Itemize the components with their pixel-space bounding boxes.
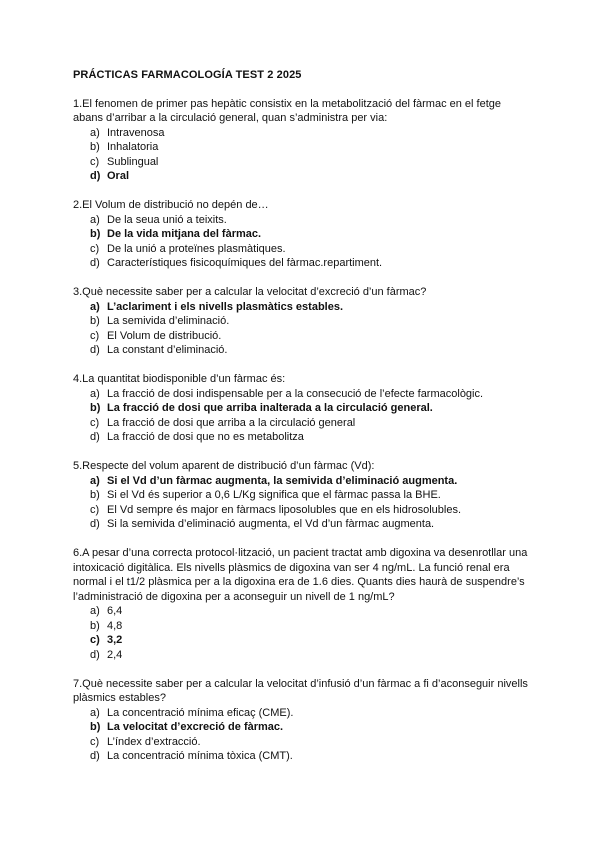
option-letter: d)	[90, 257, 100, 269]
option-text: El Volum de distribució.	[107, 329, 222, 342]
option-text: De la seua unió a teixits.	[107, 213, 227, 226]
option-letter: c)	[90, 416, 100, 429]
option-letter: d)	[90, 518, 100, 530]
option-letter: b)	[90, 489, 100, 501]
option-text: De la unió a proteïnes plasmàtiques.	[107, 242, 286, 255]
answer-option	[73, 619, 530, 634]
option-text: La fracció de dosi que no es metabolitza	[107, 431, 304, 443]
question-text: 1.El fenomen de primer pas hepàtic consistix en la metabolització del fàrmac en el fetge abans d’arribar a la circulació general, quan s’administra per via:	[73, 97, 502, 124]
answer-option	[73, 503, 530, 518]
option-letter: a)	[90, 213, 100, 226]
option-letter: c)	[90, 242, 100, 255]
option-text: Sublingual	[107, 155, 159, 168]
answer-option-correct	[73, 300, 530, 315]
option-text: La fracció de dosi que arriba a la circulació general	[107, 416, 356, 429]
answer-option	[73, 242, 530, 257]
question-text: 7.Què necessite saber per a calcular la velocitat d’infusió d’un fàrmac a fi d’aconseguir nivells plàsmics estables?	[73, 677, 528, 704]
option-text: Si la semivida d’eliminació augmenta, el Vd d’un fàrmac augmenta.	[107, 518, 435, 530]
question-list	[73, 97, 530, 764]
option-letter: b)	[90, 402, 101, 414]
option-letter: b)	[90, 141, 100, 153]
answer-option	[73, 735, 530, 750]
option-text: Si el Vd és superior a 0,6 L/Kg significa que el fàrmac passa la BHE.	[107, 489, 441, 501]
answer-option	[73, 343, 530, 358]
option-letter: a)	[90, 605, 100, 617]
answer-options	[73, 213, 530, 271]
answer-option	[73, 604, 530, 619]
answer-option	[73, 126, 530, 141]
option-letter: d)	[90, 344, 100, 356]
answer-options	[73, 387, 530, 445]
option-letter: c)	[90, 155, 100, 168]
option-text: De la vida mitjana del fàrmac.	[107, 228, 262, 240]
question-text: 3.Què necessite saber per a calcular la velocitat d’excreció d’un fàrmac?	[73, 286, 427, 298]
answer-options	[73, 474, 530, 532]
option-text: La semivida d’eliminació.	[107, 315, 230, 327]
answer-option-correct	[73, 227, 530, 242]
option-text: 4,8	[107, 619, 123, 632]
option-text: La concentració mínima tòxica (CMT).	[107, 750, 293, 762]
option-letter: c)	[90, 329, 100, 342]
answer-option-correct	[73, 474, 530, 489]
answer-option	[73, 387, 530, 402]
option-letter: a)	[90, 126, 100, 139]
answer-option	[73, 314, 530, 329]
question-6	[73, 546, 530, 662]
question-1	[73, 97, 530, 184]
question-text: 4.La quantitat biodisponible d’un fàrmac és:	[73, 373, 286, 385]
option-letter: c)	[90, 503, 100, 516]
question-text: 6.A pesar d’una correcta protocol·lització, un pacient tractat amb digoxina va desenrotllar una intoxicació digitàlica. Els nivells plàsmics de digoxina van ser 4 ng/mL. La funció renal era normal i el t1/2 plàsmica per a la digoxina era de 1.6 dies. Quants dies haurà de suspendre’s l’administració de digoxina per a aconseguir un nivell de 1 ng/mL?	[73, 547, 528, 603]
option-text: Inhalatoria	[107, 141, 159, 153]
question-text: 5.Respecte del volum aparent de distribució d’un fàrmac (Vd):	[73, 460, 375, 472]
answer-option	[73, 213, 530, 228]
answer-option	[73, 706, 530, 721]
option-letter: d)	[90, 750, 100, 762]
question-7	[73, 677, 530, 764]
option-text: 3,2	[107, 634, 123, 646]
answer-option	[73, 488, 530, 503]
option-text: Característiques fisicoquímiques del fàrmac.repartiment.	[107, 257, 383, 269]
answer-option	[73, 749, 530, 764]
answer-options	[73, 706, 530, 764]
option-text: Si el Vd d’un fàrmac augmenta, la semivida d’eliminació augmenta.	[107, 474, 458, 487]
answer-options	[73, 300, 530, 358]
question-4	[73, 372, 530, 445]
answer-options	[73, 604, 530, 662]
answer-option	[73, 140, 530, 155]
answer-option-correct	[73, 169, 530, 184]
answer-options	[73, 126, 530, 184]
answer-option	[73, 648, 530, 663]
option-letter: d)	[90, 170, 101, 182]
option-text: Oral	[107, 170, 130, 182]
question-2	[73, 198, 530, 271]
answer-option	[73, 416, 530, 431]
question-3	[73, 285, 530, 358]
option-text: Intravenosa	[107, 126, 165, 139]
option-text: La concentració mínima eficaç (CME).	[107, 706, 294, 719]
option-letter: d)	[90, 648, 100, 661]
option-letter: c)	[90, 735, 100, 748]
option-letter: b)	[90, 721, 101, 733]
page-title: PRÁCTICAS FARMACOLOGÍA TEST 2 2025	[73, 69, 302, 81]
option-letter: a)	[90, 474, 100, 487]
answer-option	[73, 329, 530, 344]
option-text: La fracció de dosi que arriba inalterada a la circulació general.	[107, 402, 433, 414]
answer-option	[73, 517, 530, 532]
option-text: La fracció de dosi indispensable per a la consecució de l’efecte farmacològic.	[107, 387, 484, 400]
option-text: La constant d’eliminació.	[107, 344, 228, 356]
answer-option-correct	[73, 633, 530, 648]
option-letter: c)	[90, 634, 100, 646]
option-text: L’aclariment i els nivells plasmàtics estables.	[107, 300, 344, 313]
option-text: 2,4	[107, 648, 123, 661]
option-text: L’índex d’extracció.	[107, 735, 201, 748]
option-letter: d)	[90, 431, 100, 443]
answer-option	[73, 256, 530, 271]
question-text: 2.El Volum de distribució no depén de…	[73, 199, 269, 211]
option-letter: b)	[90, 619, 100, 632]
option-letter: a)	[90, 706, 100, 719]
option-text: El Vd sempre és major en fàrmacs liposolubles que en els hidrosolubles.	[107, 503, 462, 516]
answer-option-correct	[73, 720, 530, 735]
option-letter: b)	[90, 315, 100, 327]
option-text: La velocitat d’excreció de fàrmac.	[107, 721, 284, 733]
question-5	[73, 459, 530, 532]
option-letter: b)	[90, 228, 101, 240]
option-text: 6,4	[107, 605, 123, 617]
answer-option	[73, 430, 530, 445]
option-letter: a)	[90, 387, 100, 400]
answer-option	[73, 155, 530, 170]
answer-option-correct	[73, 401, 530, 416]
option-letter: a)	[90, 300, 100, 313]
